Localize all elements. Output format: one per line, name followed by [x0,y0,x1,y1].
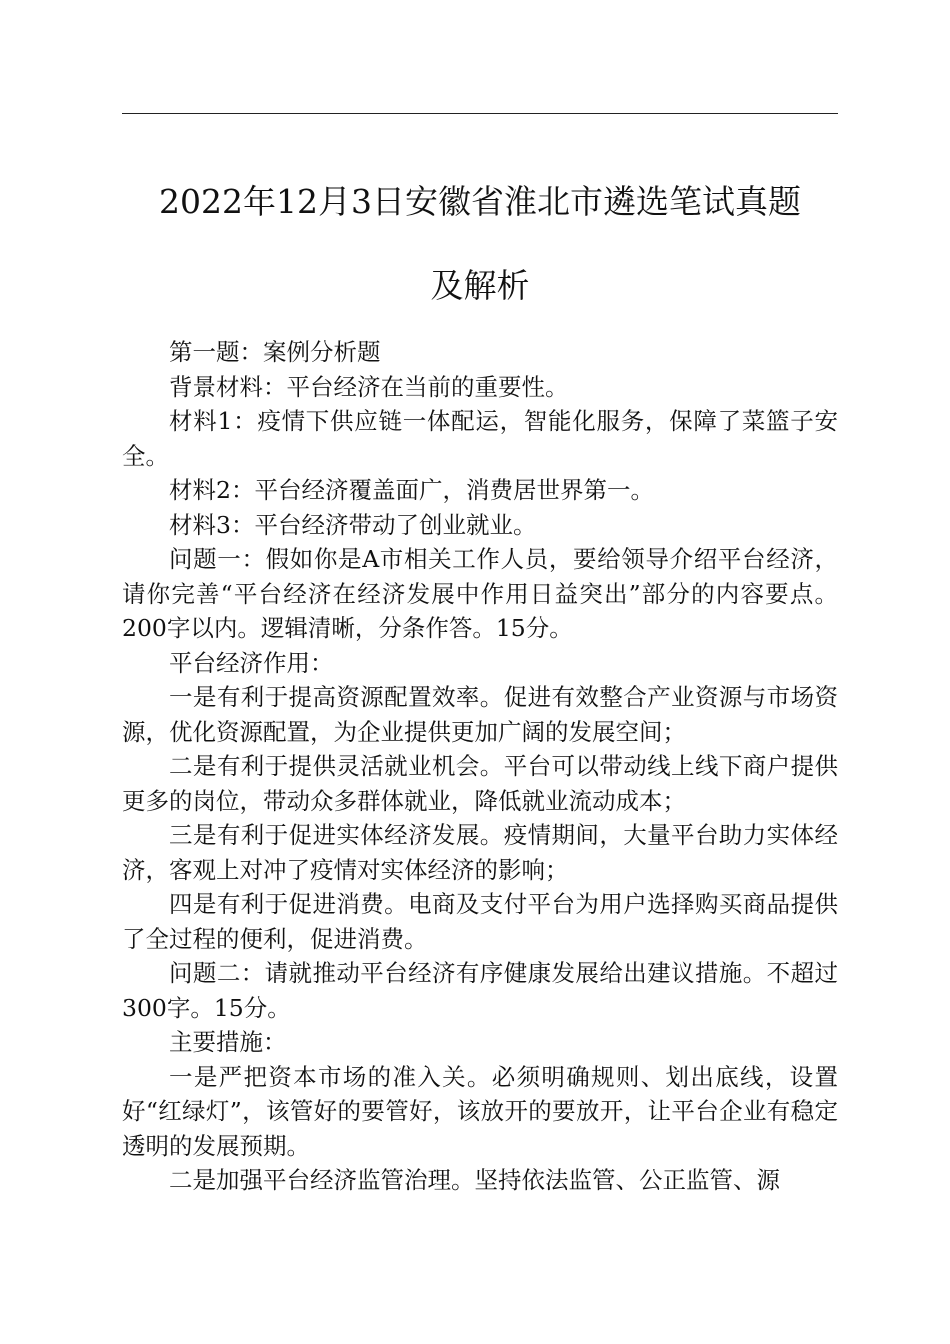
paragraph: 二是有利于提供灵活就业机会。平台可以带动线上线下商户提供更多的岗位，带动众多群体就业，降低就业流动成本； [122,752,838,815]
paragraph: 二是加强平台经济监管治理。坚持依法监管、公正监管、源 [169,1166,780,1194]
paragraph: 第一题：案例分析题 [169,338,381,366]
paragraph: 材料1：疫情下供应链一体配运，智能化服务，保障了菜篮子安全。 [122,407,838,470]
paragraph: 一是有利于提高资源配置效率。促进有效整合产业资源与市场资源，优化资源配置，为企业提供更加广阔的发展空间； [122,683,838,746]
title-line-1: 2022年12月3日安徽省淮北市遴选笔试真题 [159,182,801,221]
title-line-2: 及解析 [430,266,530,305]
paragraph: 材料2：平台经济覆盖面广，消费居世界第一。 [169,476,654,504]
paragraph: 问题一：假如你是A市相关工作人员，要给领导介绍平台经济，请你完善“平台经济在经济发展中作用日益突出”部分的内容要点。200字以内。逻辑清晰，分条作答。15分。 [122,545,838,642]
paragraph: 平台经济作用： [169,648,334,677]
paragraph: 主要措施： [169,1028,287,1056]
paragraph: 一是严把资本市场的准入关。必须明确规则、划出底线，设置好“红绿灯”，该管好的要管好，该放开的要放开，让平台企业有稳定透明的发展预期。 [122,1062,838,1160]
paragraph: 背景材料：平台经济在当前的重要性。 [169,372,569,401]
paragraph: 四是有利于促进消费。电商及支付平台为用户选择购买商品提供了全过程的便利，促进消费。 [122,890,838,953]
paragraph: 三是有利于促进实体经济发展。疫情期间，大量平台助力实体经济，客观上对冲了疫情对实体经济的影响； [122,821,838,884]
document-title [122,160,838,328]
paragraph: 材料3：平台经济带动了创业就业。 [169,510,537,539]
document-body [122,335,838,1198]
header-rule [122,113,838,114]
paragraph: 问题二：请就推动平台经济有序健康发展给出建议措施。不超过300字。15分。 [122,959,838,1022]
